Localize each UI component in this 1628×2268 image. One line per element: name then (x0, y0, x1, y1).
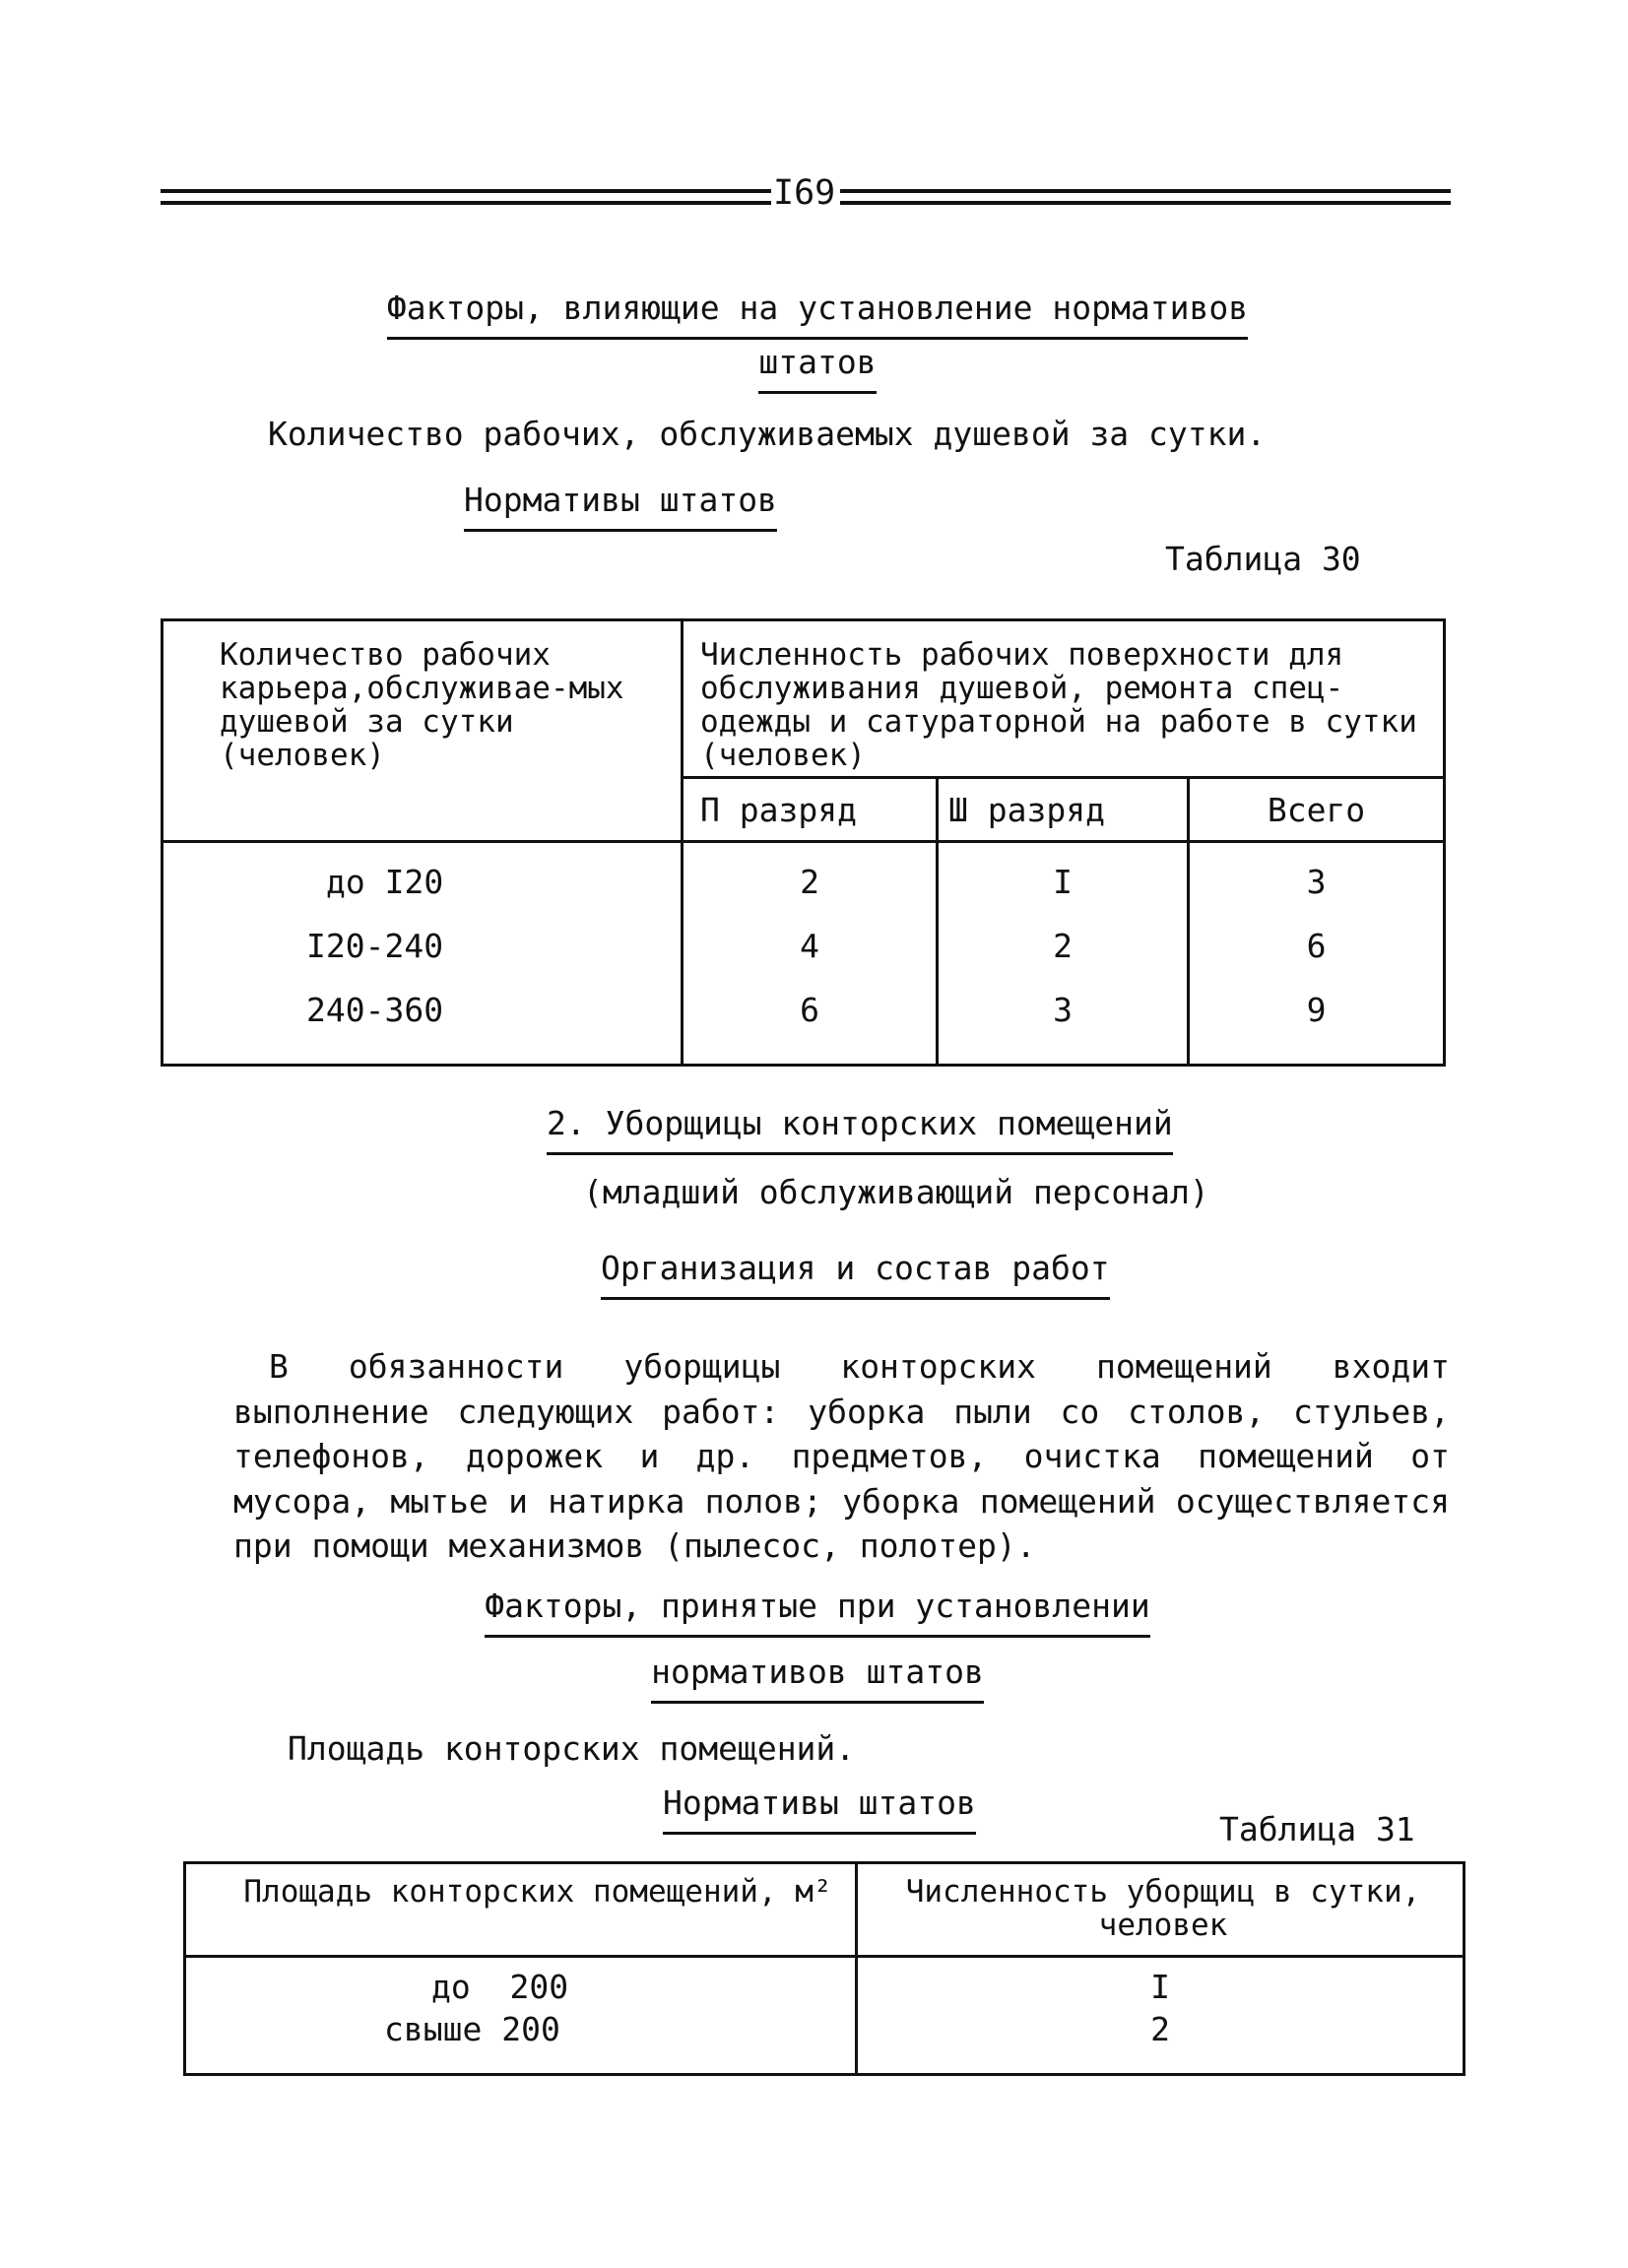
table-30-col1-header: Количество рабочих карьера,обслуживае-мых душевой за сутки (человек) (220, 637, 624, 773)
page-header (161, 173, 1451, 219)
table-30-bottom-border (161, 1064, 1446, 1067)
header-rule-right-top (840, 189, 1451, 193)
table-30-row-range: I20-240 (306, 927, 444, 965)
norms-heading-2: Нормативы штатов (663, 1781, 976, 1835)
table-31-area-1: до 200 (431, 1968, 569, 2006)
factors-accepted-line1: Факторы, принятые при установлении (485, 1584, 1150, 1638)
table-31-right-border (1463, 1861, 1465, 2076)
table-30-row-r3: 3 (1053, 991, 1073, 1029)
table-30-subheader-r3: Ш разряд (948, 791, 1105, 829)
table-31-header-divider (183, 1955, 1465, 1958)
factors-accepted-line2: нормативов штатов (651, 1650, 984, 1704)
factor-text: Количество рабочих, обслуживаемых душевой за сутки. (268, 415, 1267, 453)
table-30-subheader-r2: П разряд (700, 791, 857, 829)
factors-heading (295, 286, 1339, 394)
section-2-subtitle: (младший обслуживающий персонал) (583, 1173, 1209, 1211)
table-30-subheader-total: Всего (1267, 791, 1366, 829)
table-31-count-2: 2 (1150, 2010, 1170, 2048)
org-heading: Организация и состав работ (601, 1246, 1110, 1300)
duties-paragraph: В обязанности уборщицы конторских помещений входит выполнение следующих работ: уборка пыли со столов, стульев, телефонов, дорожек и др. предметов, очистка помещений от мусора, мытье и натирка полов; уборка помещений осуществляется при помощи механизмов (пылесос, полотер). (233, 1347, 1450, 1565)
table-31 (183, 1861, 1465, 2076)
table-30-row-total: 3 (1306, 863, 1327, 901)
table-31-bottom-border (183, 2073, 1465, 2076)
factors-heading-line1: Факторы, влияющие на установление нормативов (387, 286, 1248, 340)
norms-heading-1: Нормативы штатов (98, 478, 1142, 532)
area-factor-text: Площадь конторских помещений. (288, 1729, 856, 1768)
table-30-row-r3: I (1053, 863, 1073, 901)
header-rule-left-bottom (161, 201, 771, 205)
table-30-row-r2: 6 (800, 991, 819, 1029)
table-30-row-range: 240-360 (306, 991, 444, 1029)
table-31-top-border (183, 1861, 1465, 1864)
table-31-col2-header: Численность уборщиц в сутки, человек (905, 1874, 1421, 1943)
factors-accepted-heading (473, 1584, 1162, 1704)
table-30-row-total: 9 (1306, 991, 1327, 1029)
table-30-row-r2: 4 (800, 927, 819, 965)
table-31-area-2: свыше 200 (384, 2010, 560, 2048)
page-number: I69 (773, 173, 836, 213)
table-30-label: Таблица 30 (1165, 540, 1361, 578)
factors-heading-line2: штатов (758, 340, 876, 394)
section-2-title: 2. Уборщицы конторских помещений (547, 1101, 1173, 1155)
header-rule-right-bottom (840, 201, 1451, 205)
table-30-group-header: Численность рабочих поверхности для обслуживания душевой, ремонта спец-одежды и сатураторной на работе в сутки (человек) (700, 637, 1417, 773)
table-30-top-border (161, 618, 1446, 621)
table-30-row-total: 6 (1306, 927, 1327, 965)
table-31-left-border (183, 1861, 186, 2076)
header-rule-left-top (161, 189, 771, 193)
table-31-count-1: I (1150, 1968, 1170, 2006)
table-30 (161, 618, 1446, 1067)
table-30-header-divider (161, 840, 1446, 843)
table-30-row-r3: 2 (1053, 927, 1073, 965)
table-30-row-r2: 2 (800, 863, 819, 901)
table-31-label: Таблица 31 (1219, 1810, 1415, 1848)
table-30-row-range: до I20 (326, 863, 444, 901)
table-31-col1-header: Площадь конторских помещений, м² (243, 1874, 832, 1910)
table-30-group-divider (681, 776, 1446, 779)
